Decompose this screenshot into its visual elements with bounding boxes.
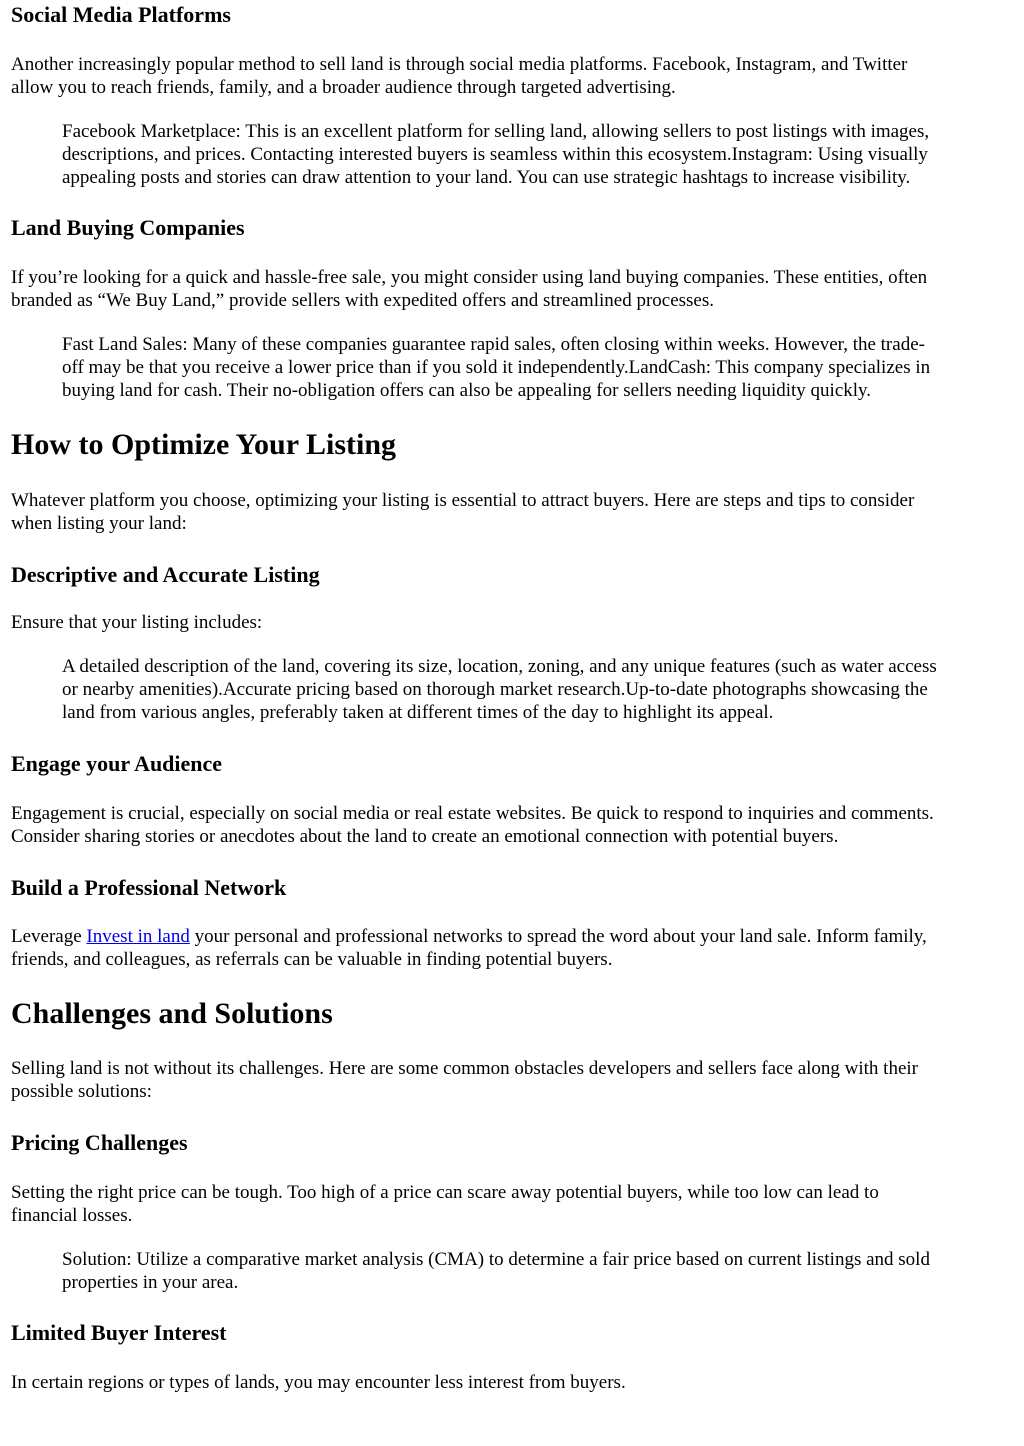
heading-social-media-platforms: Social Media Platforms xyxy=(11,2,231,27)
blockquote-listing-includes xyxy=(62,655,1019,725)
text-line: financial losses. xyxy=(11,1205,133,1227)
text-line: buying land for cash. Their no-obligation offers can also be appealing for sellers needing liquidity quickly. xyxy=(62,380,872,402)
text-line: allow you to reach friends, family, and a broader audience through targeted advertising. xyxy=(11,77,676,99)
blockquote-pricing-solution xyxy=(62,1248,1019,1294)
blockquote-land-companies xyxy=(62,333,1019,403)
text-line: appealing posts and stories can draw attention to your land. You can use strategic hashtags to increase visibility. xyxy=(62,167,911,189)
text-line: off may be that you receive a lower price than if you sold it independently.LandCash: This company specializes in xyxy=(62,357,931,379)
text-line: Selling land is not without its challenges. Here are some common obstacles developers and sellers face along with their xyxy=(11,1058,918,1079)
heading-optimize-listing: How to Optimize Your Listing xyxy=(11,428,397,461)
invest-in-land-link[interactable]: Invest in land xyxy=(86,926,190,947)
text-line: Solution: Utilize a comparative market analysis (CMA) to determine a fair price based on current listings and sold xyxy=(62,1249,930,1270)
paragraph-network xyxy=(11,925,1019,971)
text-line: A detailed description of the land, covering its size, location, zoning, and any unique features (such as water access xyxy=(62,656,937,677)
paragraph-descriptive-intro xyxy=(11,611,1019,634)
text-line: Facebook Marketplace: This is an excellent platform for selling land, allowing sellers to post listings with images, xyxy=(62,121,930,142)
text-line xyxy=(11,925,1019,948)
text-line: Fast Land Sales: Many of these companies guarantee rapid sales, often closing within weeks. However, the trade- xyxy=(62,334,925,355)
text-line: Ensure that your listing includes: xyxy=(11,612,263,633)
text-line: Consider sharing stories or anecdotes about the land to create an emotional connection with potential buyers. xyxy=(11,826,839,848)
text-line: If you’re looking for a quick and hassle-free sale, you might consider using land buying companies. These entities, often xyxy=(11,267,928,288)
text-segment: your personal and professional networks to spread the word about your land sale. Inform family, xyxy=(189,926,927,947)
text-line: when listing your land: xyxy=(11,513,187,535)
paragraph-engage xyxy=(11,802,1019,848)
blockquote-social-platforms xyxy=(62,120,1019,190)
text-line: Another increasingly popular method to sell land is through social media platforms. Facebook, Instagram, and Twitter xyxy=(11,54,908,75)
text-line: or nearby amenities).Accurate pricing based on thorough market research.Up-to-date photographs showcasing the xyxy=(62,679,928,701)
paragraph-challenges-intro xyxy=(11,1057,1019,1103)
text-line: land from various angles, preferably taken at different times of the day to highlight its appeal. xyxy=(62,702,774,724)
text-line: descriptions, and prices. Contacting interested buyers is seamless within this ecosystem.Instagram: Using visually xyxy=(62,144,928,166)
text-line: friends, and colleagues, as referrals can be valuable in finding potential buyers. xyxy=(11,949,613,971)
paragraph-limited xyxy=(11,1371,1019,1394)
heading-land-buying-companies: Land Buying Companies xyxy=(11,215,245,240)
text-line: Whatever platform you choose, optimizing your listing is essential to attract buyers. Here are steps and tips to consider xyxy=(11,490,915,511)
heading-limited-buyer-interest: Limited Buyer Interest xyxy=(11,1320,227,1345)
heading-challenges-solutions: Challenges and Solutions xyxy=(11,997,333,1030)
heading-pricing-challenges: Pricing Challenges xyxy=(11,1130,188,1155)
paragraph-optimize-intro xyxy=(11,489,1019,535)
heading-engage-audience: Engage your Audience xyxy=(11,751,223,776)
text-line: branded as “We Buy Land,” provide sellers with expedited offers and streamlined processes. xyxy=(11,290,714,312)
text-line: In certain regions or types of lands, you may encounter less interest from buyers. xyxy=(11,1372,626,1393)
text-line: Engagement is crucial, especially on social media or real estate websites. Be quick to respond to inquiries and comments. xyxy=(11,803,934,824)
text-line: possible solutions: xyxy=(11,1081,152,1103)
heading-descriptive-listing: Descriptive and Accurate Listing xyxy=(11,562,320,587)
text-segment: Leverage xyxy=(11,926,87,947)
paragraph-pricing xyxy=(11,1181,1019,1227)
text-line: properties in your area. xyxy=(62,1272,239,1294)
text-line: Setting the right price can be tough. Too high of a price can scare away potential buyers, while too low can lead to xyxy=(11,1182,879,1203)
paragraph-social-intro xyxy=(11,53,1019,99)
paragraph-companies-intro xyxy=(11,266,1019,312)
heading-professional-network: Build a Professional Network xyxy=(11,875,287,900)
